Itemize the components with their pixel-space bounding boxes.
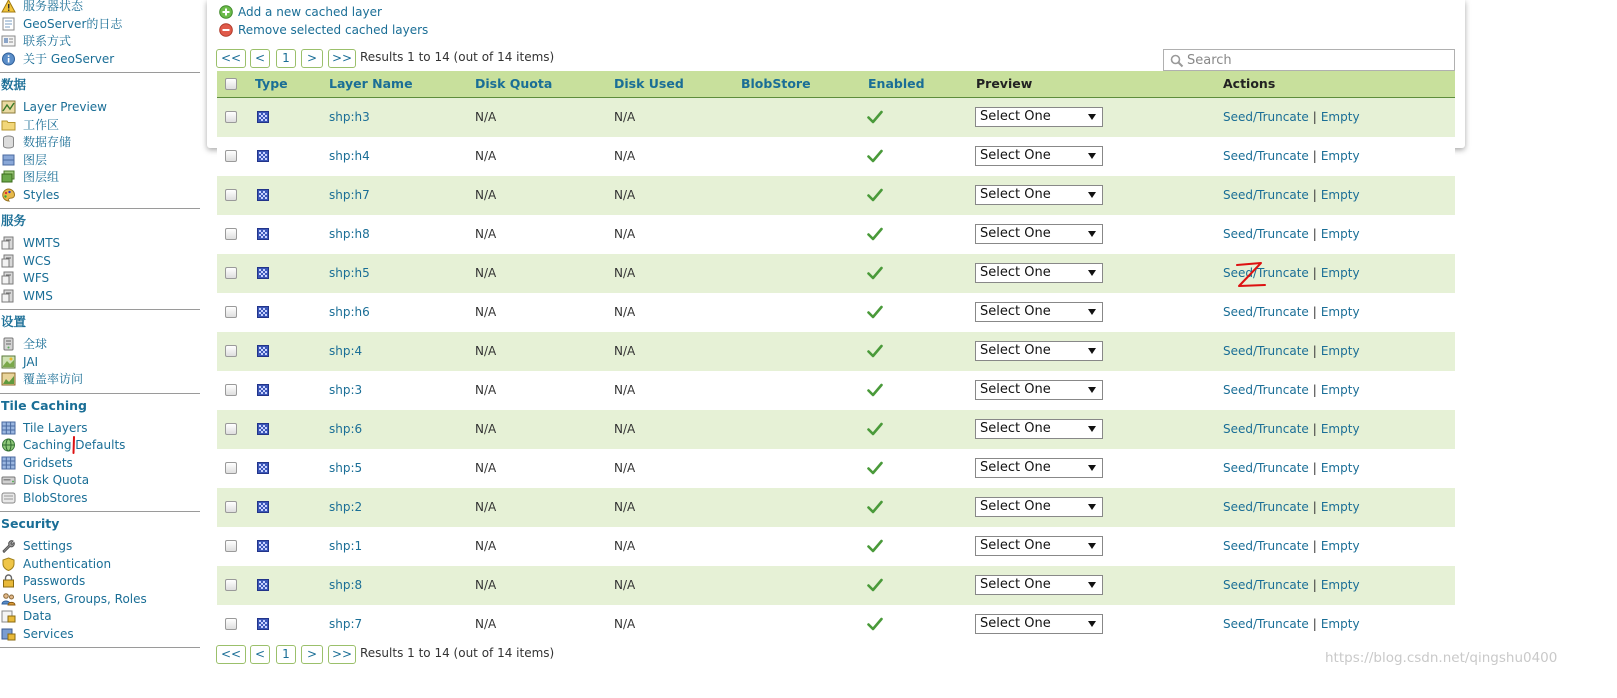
layer-name-link[interactable]: shp:5 [329, 461, 363, 475]
seed-truncate-link[interactable]: Seed/Truncate [1223, 110, 1309, 124]
preview-select[interactable] [975, 575, 1103, 595]
empty-link[interactable]: Empty [1320, 344, 1360, 358]
raster-layer-icon [257, 111, 269, 123]
folder-icon [1, 118, 16, 132]
sidebar-item-label[interactable]: 图层组 [23, 170, 60, 184]
layer-name-link[interactable]: shp:h8 [329, 227, 370, 241]
seed-truncate-link[interactable]: Seed/Truncate [1223, 383, 1309, 397]
preview-select-value: Select One [980, 616, 1051, 631]
log-page-icon [1, 17, 16, 31]
layer-name-link[interactable]: shp:h4 [329, 149, 370, 163]
table-row [217, 98, 1455, 137]
select-all-checkbox[interactable] [225, 78, 237, 90]
add-cached-layer-label[interactable]: Add a new cached layer [238, 5, 382, 19]
dropdown-arrow-icon [1088, 582, 1096, 588]
sidebar-item-label[interactable]: Passwords [23, 574, 86, 588]
disk-quota-value: N/A [475, 461, 497, 475]
action-separator: | [1312, 305, 1317, 319]
disk-used-value: N/A [614, 422, 636, 436]
add-icon [219, 5, 233, 19]
enabled-check-icon [867, 110, 883, 124]
blob-icon [1, 491, 16, 505]
disk-quota-value: N/A [475, 110, 497, 124]
preview-select[interactable] [975, 380, 1103, 400]
enabled-check-icon [867, 227, 883, 241]
disk-quota-value: N/A [475, 578, 497, 592]
empty-link[interactable]: Empty [1320, 422, 1360, 436]
disk-quota-value: N/A [475, 149, 497, 163]
sidebar-item-label[interactable]: GeoServer的日志 [23, 16, 123, 31]
table-row [217, 488, 1455, 527]
preview-select-value: Select One [980, 421, 1051, 436]
globe-icon [1, 438, 16, 452]
table-row [217, 254, 1455, 293]
table-row [217, 410, 1455, 449]
sidebar-item-label[interactable]: 覆盖率访问 [23, 372, 84, 386]
layer-icon [1, 153, 16, 167]
empty-link[interactable]: Empty [1320, 227, 1360, 241]
disk-used-value: N/A [614, 461, 636, 475]
raster-layer-icon [257, 345, 269, 357]
row-select-checkbox[interactable] [225, 423, 237, 435]
row-actions [1223, 176, 1360, 215]
action-separator: | [1312, 461, 1317, 475]
layer-name-link[interactable]: shp:h6 [329, 305, 370, 319]
wrench-icon [1, 539, 16, 553]
preview-select[interactable] [975, 458, 1103, 478]
seed-truncate-link[interactable]: Seed/Truncate [1223, 422, 1309, 436]
row-actions [1223, 527, 1360, 566]
row-actions [1223, 371, 1360, 410]
action-separator: | [1312, 188, 1317, 202]
seed-truncate-link[interactable]: Seed/Truncate [1223, 305, 1309, 319]
sidebar-section-title: 设置 [1, 314, 27, 329]
data-lock-icon [1, 609, 16, 623]
pager-first-button[interactable]: << [216, 645, 246, 664]
sidebar-item-label[interactable]: BlobStores [23, 490, 88, 505]
empty-link[interactable]: Empty [1320, 188, 1360, 202]
sidebar-divider [0, 72, 200, 73]
disk-quota-value: N/A [475, 422, 497, 436]
empty-link[interactable]: Empty [1320, 539, 1360, 553]
preview-select[interactable] [975, 614, 1103, 634]
row-actions [1223, 215, 1360, 254]
row-select-checkbox[interactable] [225, 501, 237, 513]
preview-select[interactable] [975, 302, 1103, 322]
sidebar-item-label[interactable]: Disk Quota [23, 473, 90, 487]
preview-select-value: Select One [980, 382, 1051, 397]
dropdown-arrow-icon [1088, 387, 1096, 393]
raster-layer-icon [257, 423, 269, 435]
sidebar-divider [0, 647, 200, 648]
preview-select-value: Select One [980, 265, 1051, 280]
action-separator: | [1312, 149, 1317, 163]
empty-link[interactable]: Empty [1320, 617, 1360, 631]
disk-quota-value: N/A [475, 383, 497, 397]
raster-layer-icon [257, 384, 269, 396]
service-lock-icon [1, 627, 16, 641]
disk-used-value: N/A [614, 227, 636, 241]
empty-link[interactable]: Empty [1320, 500, 1360, 514]
empty-link[interactable]: Empty [1320, 578, 1360, 592]
seed-truncate-link[interactable]: Seed/Truncate [1223, 149, 1309, 163]
sidebar-section-title: Security [1, 516, 60, 531]
layer-name-link[interactable]: shp:1 [329, 539, 363, 553]
empty-link[interactable]: Empty [1320, 110, 1360, 124]
layer-name-link[interactable]: shp:4 [329, 344, 363, 358]
dropdown-arrow-icon [1088, 114, 1096, 120]
table-row [217, 371, 1455, 410]
action-separator: | [1312, 227, 1317, 241]
sidebar-item-label[interactable]: 关于 GeoServer [23, 51, 115, 66]
preview-select[interactable] [975, 263, 1103, 283]
pager-first-button[interactable]: << [216, 49, 246, 68]
shield-icon [1, 557, 16, 571]
sidebar-item-label[interactable]: Authentication [23, 556, 112, 571]
server-icon [1, 337, 16, 351]
sidebar-item-label[interactable]: WMS [23, 288, 53, 303]
action-separator: | [1312, 422, 1317, 436]
action-separator: | [1312, 539, 1317, 553]
warning-icon [1, 0, 16, 13]
disk-used-value: N/A [614, 617, 636, 631]
preview-select-value: Select One [980, 460, 1051, 475]
pager-next-button[interactable]: > [301, 49, 323, 68]
search-box[interactable] [1163, 49, 1455, 71]
coverage-icon [1, 372, 16, 386]
row-select-checkbox[interactable] [225, 579, 237, 591]
preview-select-value: Select One [980, 226, 1051, 241]
dropdown-arrow-icon [1088, 543, 1096, 549]
disk-quota-value: N/A [475, 344, 497, 358]
layer-group-icon [1, 170, 16, 184]
column-header-type[interactable]: Type [255, 76, 288, 91]
empty-link[interactable]: Empty [1320, 383, 1360, 397]
row-select-checkbox[interactable] [225, 462, 237, 474]
row-select-checkbox[interactable] [225, 228, 237, 240]
sidebar-item-label[interactable]: Services [23, 626, 74, 641]
sidebar-item-label[interactable]: 联系方式 [23, 34, 72, 48]
column-header-actions: Actions [1223, 76, 1276, 91]
enabled-check-icon [867, 305, 883, 319]
service-icon [1, 289, 16, 303]
seed-truncate-link[interactable]: Seed/Truncate [1223, 578, 1309, 592]
pager-next-button[interactable]: > [301, 645, 323, 664]
row-select-checkbox[interactable] [225, 306, 237, 318]
preview-select[interactable] [975, 224, 1103, 244]
disk-used-value: N/A [614, 344, 636, 358]
enabled-check-icon [867, 149, 883, 163]
pager-prev-button[interactable]: < [250, 49, 270, 68]
sidebar-divider [0, 309, 200, 310]
disk-used-value: N/A [614, 266, 636, 280]
disk-quota-value: N/A [475, 266, 497, 280]
table-row [217, 215, 1455, 254]
row-select-checkbox[interactable] [225, 150, 237, 162]
sidebar-divider [0, 393, 200, 394]
sidebar-item-label[interactable]: Caching Defaults [23, 438, 126, 452]
table-row [217, 293, 1455, 332]
service-icon [1, 271, 16, 285]
search-icon [1170, 54, 1184, 68]
seed-truncate-link[interactable]: Seed/Truncate [1223, 266, 1309, 280]
layer-name-link[interactable]: shp:h7 [329, 188, 370, 202]
seed-truncate-link[interactable]: Seed/Truncate [1223, 461, 1309, 475]
disk-icon [1, 473, 16, 487]
action-separator: | [1312, 266, 1317, 280]
sidebar-item-label[interactable]: Gridsets [23, 455, 73, 470]
preview-select[interactable] [975, 497, 1103, 517]
search-input[interactable] [1187, 51, 1449, 69]
service-icon [1, 236, 16, 250]
row-actions [1223, 488, 1360, 527]
preview-select-value: Select One [980, 499, 1051, 514]
seed-truncate-link[interactable]: Seed/Truncate [1223, 188, 1309, 202]
lock-icon [1, 574, 16, 588]
preview-select-value: Select One [980, 148, 1051, 163]
dropdown-arrow-icon [1088, 153, 1096, 159]
action-separator: | [1312, 383, 1317, 397]
preview-select[interactable] [975, 107, 1103, 127]
action-separator: | [1312, 344, 1317, 358]
grid-icon [1, 421, 16, 435]
watermark-text: https://blog.csdn.net/qingshu0400 [1325, 650, 1558, 666]
empty-link[interactable]: Empty [1320, 266, 1360, 280]
enabled-check-icon [867, 383, 883, 397]
raster-layer-icon [257, 462, 269, 474]
dropdown-arrow-icon [1088, 504, 1096, 510]
table-row [217, 449, 1455, 488]
row-select-checkbox[interactable] [225, 540, 237, 552]
enabled-check-icon [867, 461, 883, 475]
disk-used-value: N/A [614, 500, 636, 514]
disk-used-value: N/A [614, 149, 636, 163]
map-preview-icon [1, 100, 16, 114]
layer-name-link[interactable]: shp:8 [329, 578, 363, 592]
empty-link[interactable]: Empty [1320, 305, 1360, 319]
sidebar-item-label[interactable]: WFS [23, 271, 50, 285]
preview-select[interactable] [975, 341, 1103, 361]
enabled-check-icon [867, 188, 883, 202]
row-select-checkbox[interactable] [225, 384, 237, 396]
users-icon [1, 592, 16, 606]
pager-last-button[interactable]: >> [328, 645, 356, 664]
raster-layer-icon [257, 306, 269, 318]
sidebar-divider [0, 208, 200, 209]
dropdown-arrow-icon [1088, 270, 1096, 276]
palette-icon [1, 188, 16, 202]
sidebar-item-label[interactable]: 图层 [23, 152, 48, 167]
row-actions [1223, 293, 1360, 332]
layer-name-link[interactable]: shp:h3 [329, 110, 370, 124]
sidebar-divider [0, 511, 200, 512]
row-actions [1223, 137, 1360, 176]
red-annotation-mark [70, 436, 78, 456]
empty-link[interactable]: Empty [1320, 461, 1360, 475]
column-header-disk-used[interactable]: Disk Used [614, 76, 684, 91]
disk-used-value: N/A [614, 578, 636, 592]
enabled-check-icon [867, 344, 883, 358]
sidebar-item-label[interactable]: Tile Layers [23, 420, 88, 435]
action-separator: | [1312, 110, 1317, 124]
action-separator: | [1312, 578, 1317, 592]
row-actions [1223, 449, 1360, 488]
enabled-check-icon [867, 578, 883, 592]
pager-results-text: Results 1 to 14 (out of 14 items) [360, 50, 555, 64]
dropdown-arrow-icon [1088, 192, 1096, 198]
raster-layer-icon [257, 540, 269, 552]
row-select-checkbox[interactable] [225, 345, 237, 357]
dropdown-arrow-icon [1088, 465, 1096, 471]
seed-truncate-link[interactable]: Seed/Truncate [1223, 227, 1309, 241]
empty-link[interactable]: Empty [1320, 149, 1360, 163]
disk-used-value: N/A [614, 383, 636, 397]
image-settings-icon [1, 355, 16, 369]
raster-layer-icon [257, 267, 269, 279]
table-row [217, 137, 1455, 176]
table-row [217, 605, 1455, 644]
action-separator: | [1312, 500, 1317, 514]
dropdown-arrow-icon [1088, 426, 1096, 432]
row-select-checkbox[interactable] [225, 267, 237, 279]
sidebar-section-title: 服务 [1, 213, 27, 228]
row-actions [1223, 410, 1360, 449]
database-icon [1, 135, 16, 149]
disk-quota-value: N/A [475, 227, 497, 241]
row-select-checkbox[interactable] [225, 618, 237, 630]
row-actions [1223, 332, 1360, 371]
pager-page-button[interactable]: 1 [276, 645, 296, 664]
sidebar-item-label[interactable]: 服务器状态 [23, 0, 84, 13]
seed-truncate-link[interactable]: Seed/Truncate [1223, 539, 1309, 553]
sidebar-item-label[interactable]: 数据存储 [23, 135, 72, 149]
preview-select[interactable] [975, 185, 1103, 205]
tile-layers-table [217, 71, 1455, 644]
disk-quota-value: N/A [475, 188, 497, 202]
enabled-check-icon [867, 500, 883, 514]
preview-select-value: Select One [980, 343, 1051, 358]
table-row [217, 176, 1455, 215]
raster-layer-icon [257, 618, 269, 630]
dropdown-arrow-icon [1088, 348, 1096, 354]
column-header-blobstore[interactable]: BlobStore [741, 76, 811, 91]
row-actions [1223, 605, 1360, 644]
disk-quota-value: N/A [475, 617, 497, 631]
sidebar-item-label[interactable]: Settings [23, 539, 73, 553]
dropdown-arrow-icon [1088, 621, 1096, 627]
pager-results-text: Results 1 to 14 (out of 14 items) [360, 646, 555, 660]
seed-truncate-link[interactable]: Seed/Truncate [1223, 500, 1309, 514]
seed-truncate-link[interactable]: Seed/Truncate [1223, 344, 1309, 358]
raster-layer-icon [257, 579, 269, 591]
sidebar-item-label[interactable]: Data [23, 609, 52, 623]
enabled-check-icon [867, 266, 883, 280]
layer-name-link[interactable]: shp:6 [329, 422, 363, 436]
column-header-preview: Preview [976, 76, 1033, 91]
action-separator: | [1312, 617, 1317, 631]
table-row [217, 527, 1455, 566]
row-actions [1223, 98, 1360, 137]
disk-used-value: N/A [614, 188, 636, 202]
sidebar-item-label[interactable]: 全球 [23, 337, 48, 351]
preview-select-value: Select One [980, 109, 1051, 124]
table-row [217, 332, 1455, 371]
sidebar-item-label[interactable]: Styles [23, 187, 60, 202]
row-select-checkbox[interactable] [225, 111, 237, 123]
preview-select[interactable] [975, 146, 1103, 166]
sidebar-section-title: Tile Caching [1, 397, 87, 413]
info-icon [1, 52, 16, 66]
sidebar-item-label[interactable]: WMTS [23, 236, 61, 250]
enabled-check-icon [867, 539, 883, 553]
pager-last-button[interactable]: >> [328, 49, 356, 68]
service-icon [1, 254, 16, 268]
layer-name-link[interactable]: shp:3 [329, 383, 363, 397]
disk-quota-value: N/A [475, 500, 497, 514]
column-header-layer-name[interactable]: Layer Name [329, 76, 413, 91]
disk-quota-value: N/A [475, 539, 497, 553]
layer-name-link[interactable]: shp:2 [329, 500, 363, 514]
dropdown-arrow-icon [1088, 309, 1096, 315]
table-row [217, 566, 1455, 605]
disk-quota-value: N/A [475, 305, 497, 319]
layer-name-link[interactable]: shp:7 [329, 617, 363, 631]
table-body [217, 98, 1455, 644]
preview-select-value: Select One [980, 304, 1051, 319]
preview-select-value: Select One [980, 538, 1051, 553]
preview-select[interactable] [975, 419, 1103, 439]
column-header-disk-quota[interactable]: Disk Quota [475, 76, 553, 91]
grid-icon [1, 456, 16, 470]
disk-used-value: N/A [614, 305, 636, 319]
dropdown-arrow-icon [1088, 231, 1096, 237]
table-header [217, 71, 1455, 98]
enabled-check-icon [867, 422, 883, 436]
raster-layer-icon [257, 501, 269, 513]
sidebar-item-label[interactable]: WCS [23, 253, 51, 268]
contact-card-icon [1, 34, 16, 48]
raster-layer-icon [257, 150, 269, 162]
pager-page-button[interactable]: 1 [276, 49, 296, 68]
raster-layer-icon [257, 189, 269, 201]
layer-name-link[interactable]: shp:h5 [329, 266, 370, 280]
preview-select[interactable] [975, 536, 1103, 556]
remove-icon [219, 23, 233, 37]
enabled-check-icon [867, 617, 883, 631]
sidebar-item-label[interactable]: JAI [23, 354, 39, 369]
disk-used-value: N/A [614, 539, 636, 553]
column-header-enabled[interactable]: Enabled [868, 76, 925, 91]
row-select-checkbox[interactable] [225, 189, 237, 201]
red-annotation-scribble [1234, 260, 1268, 290]
sidebar-section-title: 数据 [1, 77, 27, 92]
pager-prev-button[interactable]: < [250, 645, 270, 664]
raster-layer-icon [257, 228, 269, 240]
sidebar-item-label[interactable]: 工作区 [23, 117, 60, 132]
seed-truncate-link[interactable]: Seed/Truncate [1223, 617, 1309, 631]
sidebar-item-label[interactable]: Users, Groups, Roles [23, 591, 147, 606]
preview-select-value: Select One [980, 577, 1051, 592]
sidebar-item-label[interactable]: Layer Preview [23, 100, 107, 114]
remove-cached-layers-label[interactable]: Remove selected cached layers [238, 23, 429, 37]
disk-used-value: N/A [614, 110, 636, 124]
sidebar [0, 0, 200, 698]
row-actions [1223, 566, 1360, 605]
preview-select-value: Select One [980, 187, 1051, 202]
